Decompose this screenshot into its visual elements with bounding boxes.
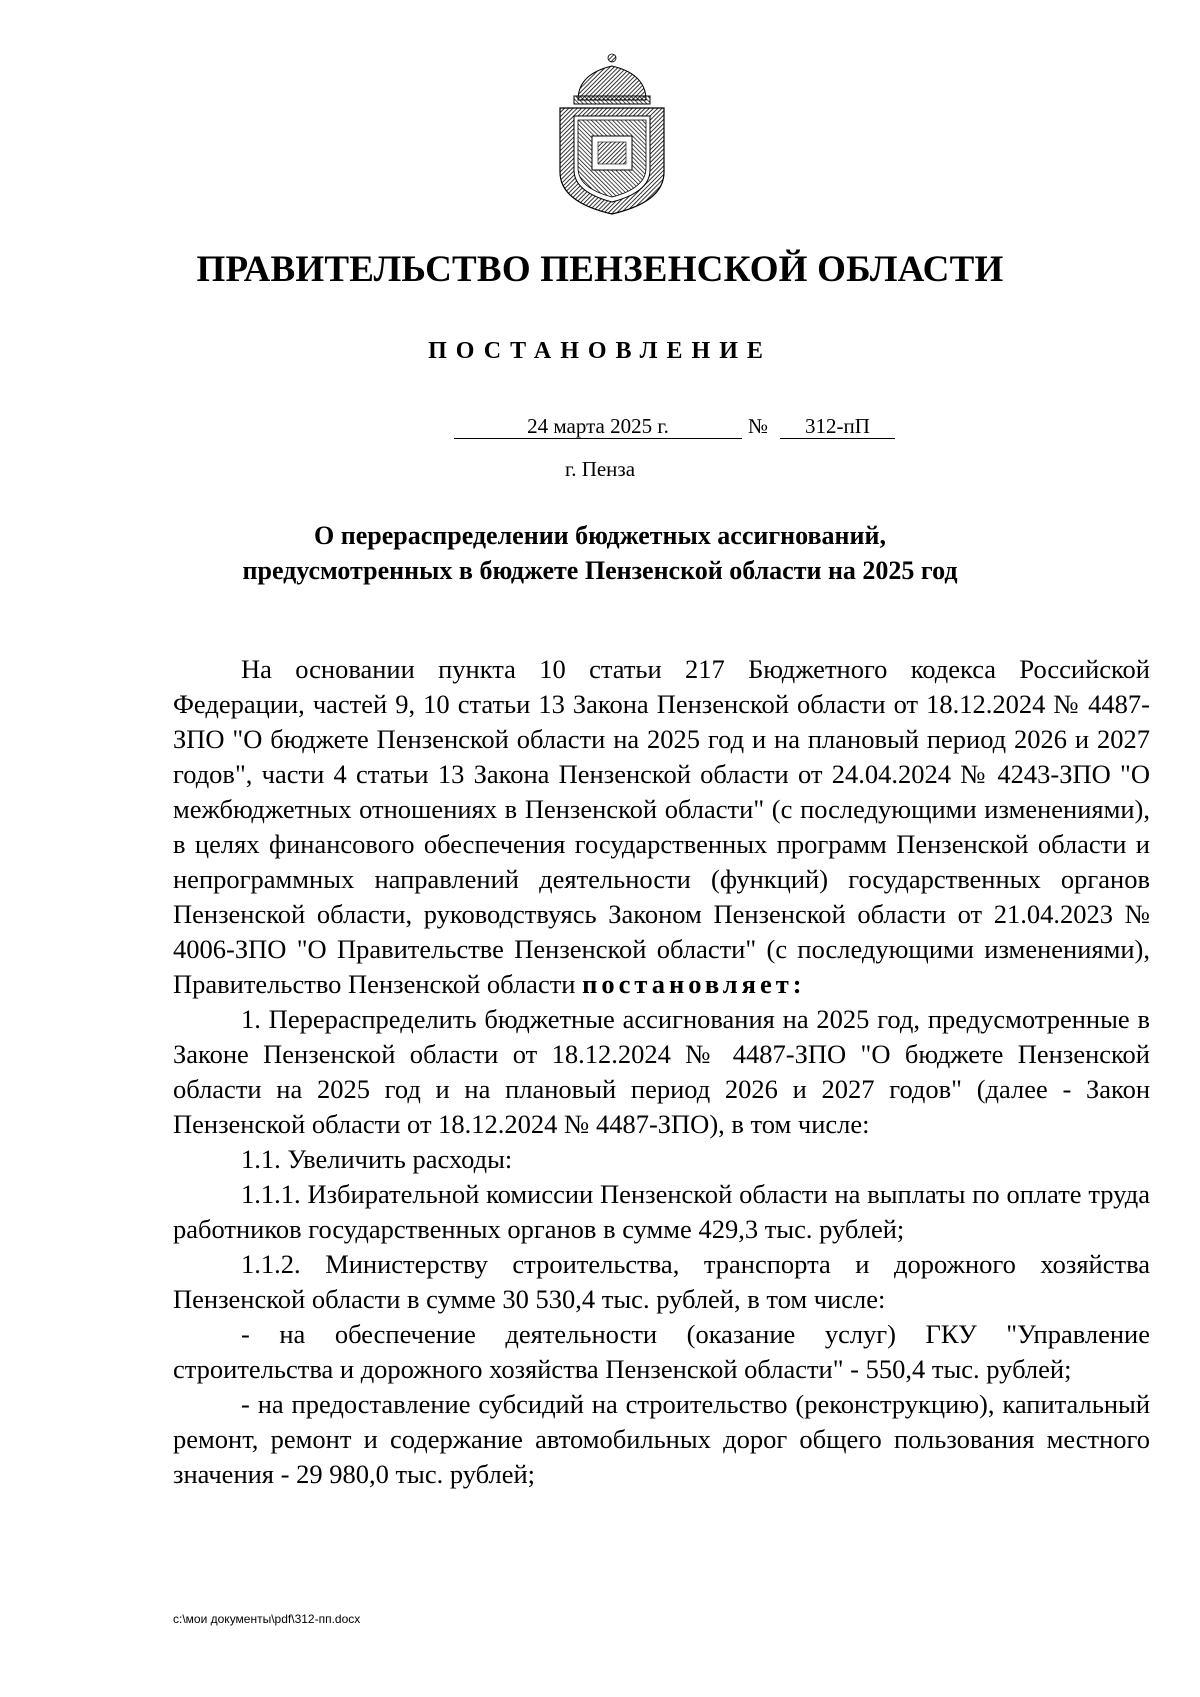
preamble-paragraph [173, 652, 1150, 1002]
number-sign: № [748, 414, 769, 438]
document-body [173, 652, 1150, 1492]
paragraph-1: 1. Перераспределить бюджетные ассигнования на 2025 год, предусмотренные в Законе Пензенской области от 18.12.2024 № 4487-ЗПО "О бюджете Пензенской области на 2025 год и на плановый период 2026 и 2027 годов" (далее - Закон Пензенской области от 18.12.2024 № 4487-ЗПО), в том числе: [173, 1004, 1150, 1139]
document-type-heading: ПОСТАНОВЛЕНИЕ [428, 338, 772, 364]
bullet-item-2: - на предоставление субсидий на строительство (реконструкцию), капитальный ремонт, ремонт и содержание автомобильных дорог общего пользования местного значения - 29 980,0 тыс. рублей; [173, 1389, 1150, 1489]
document-number: 312-пП [780, 414, 895, 439]
footer-file-path: c:\мои документы\pdf\312-пп.docx [173, 1612, 361, 1626]
bullet-item-1: - на обеспечение деятельности (оказание услуг) ГКУ "Управление строительства и дорожного хозяйства Пензенской области" - 550,4 тыс. рублей; [173, 1319, 1150, 1384]
document-city: г. Пенза [564, 457, 636, 481]
coat-of-arms-emblem [548, 52, 676, 217]
document-date: 24 марта 2025 г. [454, 414, 742, 439]
document-subject [0, 518, 1200, 588]
preamble-text: На основании пункта 10 статьи 217 Бюджетного кодекса Российской Федерации, частей 9, 10 статьи 13 Закона Пензенской области от 18.12.2024 № 4487-ЗПО "О бюджете Пензенской области на 2025 год и на плановый период 2026 и 2027 годов", части 4 статьи 13 Закона Пензенской области от 24.04.2024 № 4243-ЗПО "О межбюджетных отношениях в Пензенской области" (с последующими изменениями), в целях финансового обеспечения государственных программ Пензенской области и непрограммных направлений деятельности (функций) государственных органов Пензенской области, руководствуясь Законом Пензенской области от 21.04.2023 № 4006-ЗПО "О Правительстве Пензенской области" (с последующими изменениями), Правительство Пензенской области [173, 654, 1150, 999]
paragraph-1-1-2: 1.1.2. Министерству строительства, транспорта и дорожного хозяйства Пензенской области в сумме 30 530,4 тыс. рублей, в том числе: [173, 1249, 1150, 1314]
paragraph-1-1-1: 1.1.1. Избирательной комиссии Пензенской области на выплаты по оплате труда работников государственных органов в сумме 429,3 тыс. рублей; [173, 1179, 1150, 1244]
subject-line-1: О перераспределении бюджетных ассигнований, [314, 521, 886, 550]
paragraph-1-1: 1.1. Увеличить расходы: [241, 1144, 513, 1174]
subject-line-2: предусмотренных в бюджете Пензенской области на 2025 год [242, 556, 958, 585]
decree-word: постановляет: [582, 969, 806, 999]
government-title: ПРАВИТЕЛЬСТВО ПЕНЗЕНСКОЙ ОБЛАСТИ [196, 249, 1004, 290]
